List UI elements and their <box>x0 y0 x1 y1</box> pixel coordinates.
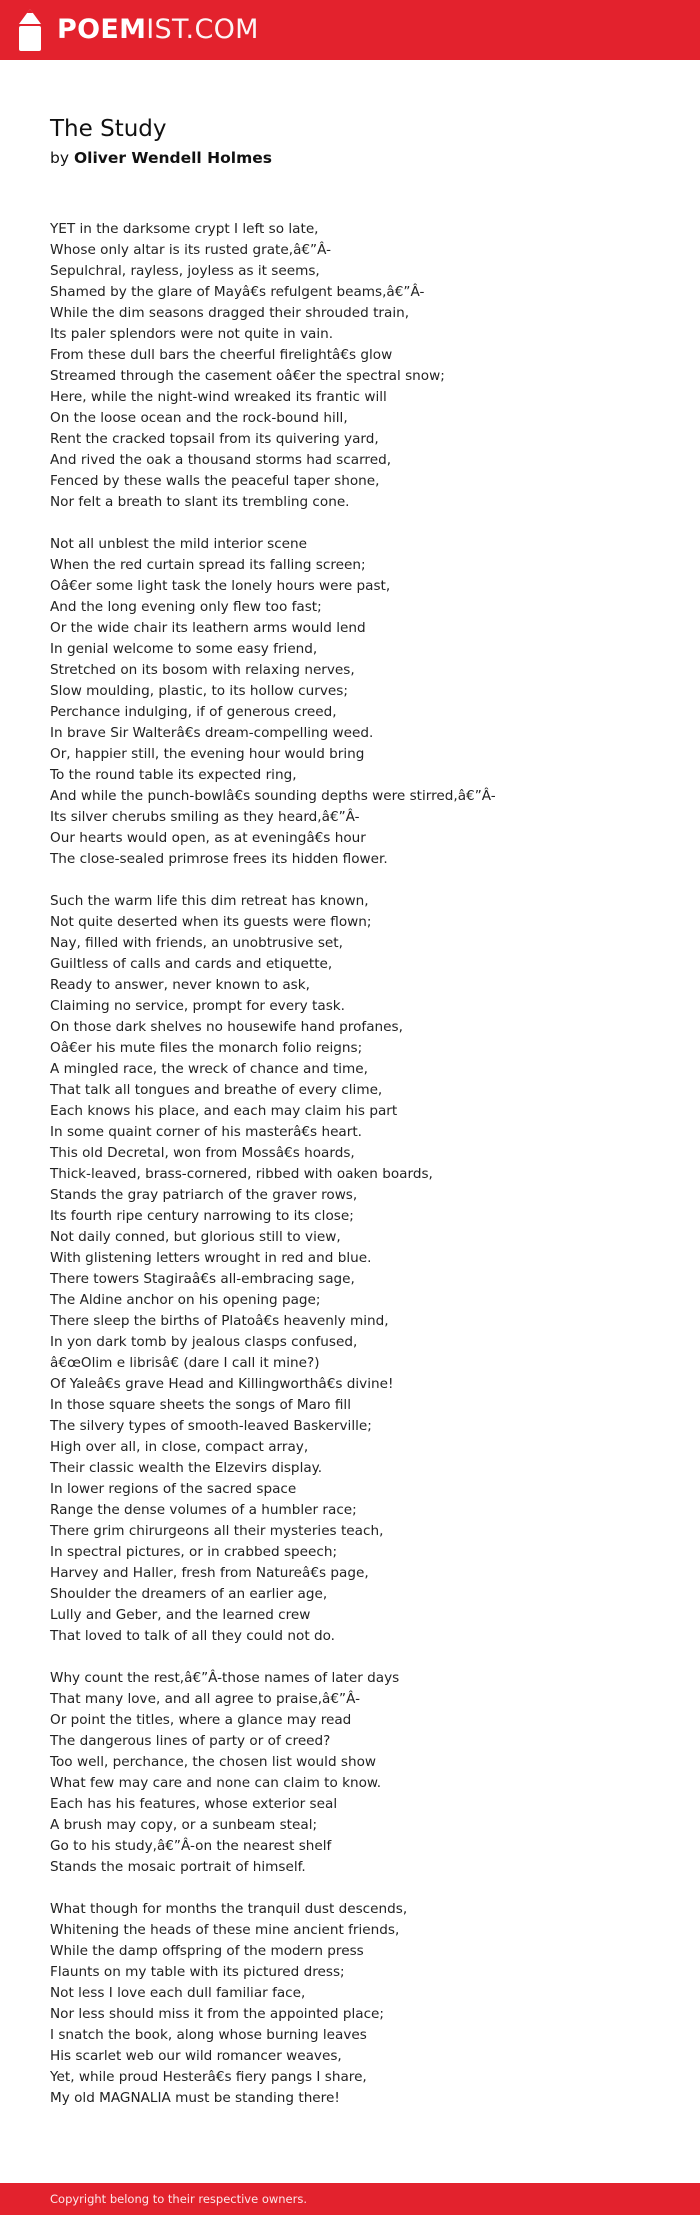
poem-stanza <box>50 891 670 1647</box>
poem-line: Not daily conned, but glorious still to view, <box>50 1229 341 1245</box>
poem-line: High over all, in close, compact array, <box>50 1439 309 1455</box>
poem-line: In some quaint corner of his masterâ€s heart. <box>50 1124 363 1140</box>
poem-line: Not all unblest the mild interior scene <box>50 536 308 552</box>
poem-line: There towers Stagiraâ€s all-embracing sage, <box>50 1271 355 1287</box>
poem-line: Harvey and Haller, fresh from Natureâ€s page, <box>50 1565 369 1581</box>
poem-line: Flaunts on my table with its pictured dress; <box>50 1964 345 1980</box>
poem-line: Not quite deserted when its guests were flown; <box>50 914 372 930</box>
poem-line: Each has his features, whose exterior seal <box>50 1796 338 1812</box>
poem-stanza <box>50 1899 670 2109</box>
poem-line: Oâ€er his mute files the monarch folio reigns; <box>50 1040 363 1056</box>
poem-line: This old Decretal, won from Mossâ€s hoards, <box>50 1145 355 1161</box>
poem-line: Here, while the night-wind wreaked its frantic will <box>50 389 387 405</box>
poem-line: Nor felt a breath to slant its trembling cone. <box>50 494 350 510</box>
poem-line: Thick-leaved, brass-cornered, ribbed with oaken boards, <box>50 1166 433 1182</box>
poem-line: Their classic wealth the Elzevirs display. <box>50 1460 323 1476</box>
poem-line: On those dark shelves no housewife hand profanes, <box>50 1019 403 1035</box>
poem-line: Range the dense volumes of a humbler race; <box>50 1502 357 1518</box>
poem-line: Its fourth ripe century narrowing to its close; <box>50 1208 354 1224</box>
poem-line: From these dull bars the cheerful firelightâ€s glow <box>50 347 393 363</box>
poem-line: Guiltless of calls and cards and etiquette, <box>50 956 333 972</box>
poem-line: That many love, and all agree to praise,â€”Â- <box>50 1691 360 1707</box>
poem-line: Stretched on its bosom with relaxing nerves, <box>50 662 355 678</box>
poem-line: My old MAGNALIA must be standing there! <box>50 2090 340 2106</box>
poem-line: â€œOlim e librisâ€ (dare I call it mine?) <box>50 1355 320 1371</box>
poem-line: In genial welcome to some easy friend, <box>50 641 318 657</box>
poem-line: Stands the gray patriarch of the graver rows, <box>50 1187 358 1203</box>
poem-line: Whose only altar is its rusted grate,â€”Â- <box>50 242 332 258</box>
poem-line: Sepulchral, rayless, joyless as it seems, <box>50 263 320 279</box>
poem-line: Stands the mosaic portrait of himself. <box>50 1859 306 1875</box>
poem-line: In lower regions of the sacred space <box>50 1481 297 1497</box>
poem-line: Our hearts would open, as at eveningâ€s hour <box>50 830 366 846</box>
poem-line: YET in the darksome crypt I left so late, <box>50 221 319 237</box>
poem-line: Or point the titles, where a glance may read <box>50 1712 352 1728</box>
poem-line: The silvery types of smooth-leaved Baskerville; <box>50 1418 372 1434</box>
by-label: by <box>50 149 70 167</box>
poem-line: Or the wide chair its leathern arms would lend <box>50 620 366 636</box>
poem-line: Too well, perchance, the chosen list would show <box>50 1754 377 1770</box>
poem-line: Nor less should miss it from the appointed place; <box>50 2006 384 2022</box>
poem-line: Shamed by the glare of Mayâ€s refulgent beams,â€”Â- <box>50 284 425 300</box>
poem-stanza <box>50 534 670 870</box>
poem-line: Such the warm life this dim retreat has known, <box>50 893 369 909</box>
poem-line: Each knows his place, and each may claim his part <box>50 1103 398 1119</box>
poem-line: And while the punch-bowlâ€s sounding depths were stirred,â€”Â- <box>50 788 496 804</box>
poem-line: Why count the rest,â€”Â-those names of later days <box>50 1670 400 1686</box>
poem-line: Its paler splendors were not quite in vain. <box>50 326 334 342</box>
footer-bar <box>0 2183 700 2215</box>
poem-line: Perchance indulging, if of generous creed, <box>50 704 337 720</box>
poem-line: Yet, while proud Hesterâ€s fiery pangs I share, <box>50 2069 367 2085</box>
poem-line: Or, happier still, the evening hour would bring <box>50 746 365 762</box>
poem-line: Fenced by these walls the peaceful taper shone, <box>50 473 380 489</box>
poem-line: The Aldine anchor on his opening page; <box>50 1292 321 1308</box>
pencil-logo-icon <box>17 9 43 51</box>
poem-line: Streamed through the casement oâ€er the spectral snow; <box>50 368 445 384</box>
poem-line: What few may care and none can claim to know. <box>50 1775 382 1791</box>
poem-line: His scarlet web our wild romancer weaves, <box>50 2048 342 2064</box>
poem-line: In those square sheets the songs of Maro fill <box>50 1397 351 1413</box>
poem-line: On the loose ocean and the rock-bound hill, <box>50 410 348 426</box>
poem-line: To the round table its expected ring, <box>50 767 297 783</box>
site-logo[interactable] <box>17 9 259 51</box>
poem-stanza <box>50 219 670 513</box>
poem-line: A brush may copy, or a sunbeam steal; <box>50 1817 318 1833</box>
poem-line: Nay, filled with friends, an unobtrusive set, <box>50 935 343 951</box>
poem-line: Oâ€er some light task the lonely hours were past, <box>50 578 391 594</box>
poem-line: When the red curtain spread its falling screen; <box>50 557 366 573</box>
poem-title: The Study <box>50 116 167 142</box>
poem-line: Rent the cracked topsail from its quivering yard, <box>50 431 379 447</box>
poem-line: A mingled race, the wreck of chance and time, <box>50 1061 368 1077</box>
copyright-notice: Copyright belong to their respective owners. <box>50 2192 308 2206</box>
poem-line: In yon dark tomb by jealous clasps confused, <box>50 1334 358 1350</box>
poem-line: I snatch the book, along whose burning leaves <box>50 2027 367 2043</box>
poem-line: Of Yaleâ€s grave Head and Killingworthâ€s divine! <box>50 1376 394 1392</box>
poem-stanza <box>50 1668 670 1878</box>
poem-line: And rived the oak a thousand storms had scarred, <box>50 452 392 468</box>
poem-line: And the long evening only flew too fast; <box>50 599 322 615</box>
poem-line: The close-sealed primrose frees its hidden flower. <box>50 851 388 867</box>
poem-body <box>50 219 670 2130</box>
poem-line: In brave Sir Walterâ€s dream-compelling weed. <box>50 725 374 741</box>
poem-line: Whitening the heads of these mine ancient friends, <box>50 1922 400 1938</box>
poem-line: Ready to answer, never known to ask, <box>50 977 310 993</box>
poem-line: In spectral pictures, or in crabbed speech; <box>50 1544 338 1560</box>
header-bar <box>0 0 700 60</box>
poem-line: Lully and Geber, and the learned crew <box>50 1607 311 1623</box>
poem-line: Go to his study,â€”Â-on the nearest shelf <box>50 1838 332 1854</box>
poem-line: That loved to talk of all they could not do. <box>50 1628 335 1644</box>
poem-line: Claiming no service, prompt for every task. <box>50 998 345 1014</box>
poem-line: The dangerous lines of party or of creed? <box>50 1733 331 1749</box>
poem-line: There grim chirurgeons all their mysteries teach, <box>50 1523 384 1539</box>
poem-line: Slow moulding, plastic, to its hollow curves; <box>50 683 348 699</box>
poem-line: What though for months the tranquil dust descends, <box>50 1901 408 1917</box>
poem-line: Not less I love each dull familiar face, <box>50 1985 306 2001</box>
poem-line: While the damp offspring of the modern press <box>50 1943 364 1959</box>
poem-line: There sleep the births of Platoâ€s heavenly mind, <box>50 1313 389 1329</box>
poem-line: That talk all tongues and breathe of every clime, <box>50 1082 383 1098</box>
poem-line: While the dim seasons dragged their shrouded train, <box>50 305 410 321</box>
poem-byline <box>50 149 272 167</box>
poem-line: Its silver cherubs smiling as they heard,â€”Â- <box>50 809 360 825</box>
poem-line: With glistening letters wrought in red and blue. <box>50 1250 372 1266</box>
poem-author[interactable]: Oliver Wendell Holmes <box>73 149 272 167</box>
logo-text: POEMIST.COM <box>57 14 259 45</box>
poem-line: Shoulder the dreamers of an earlier age, <box>50 1586 328 1602</box>
